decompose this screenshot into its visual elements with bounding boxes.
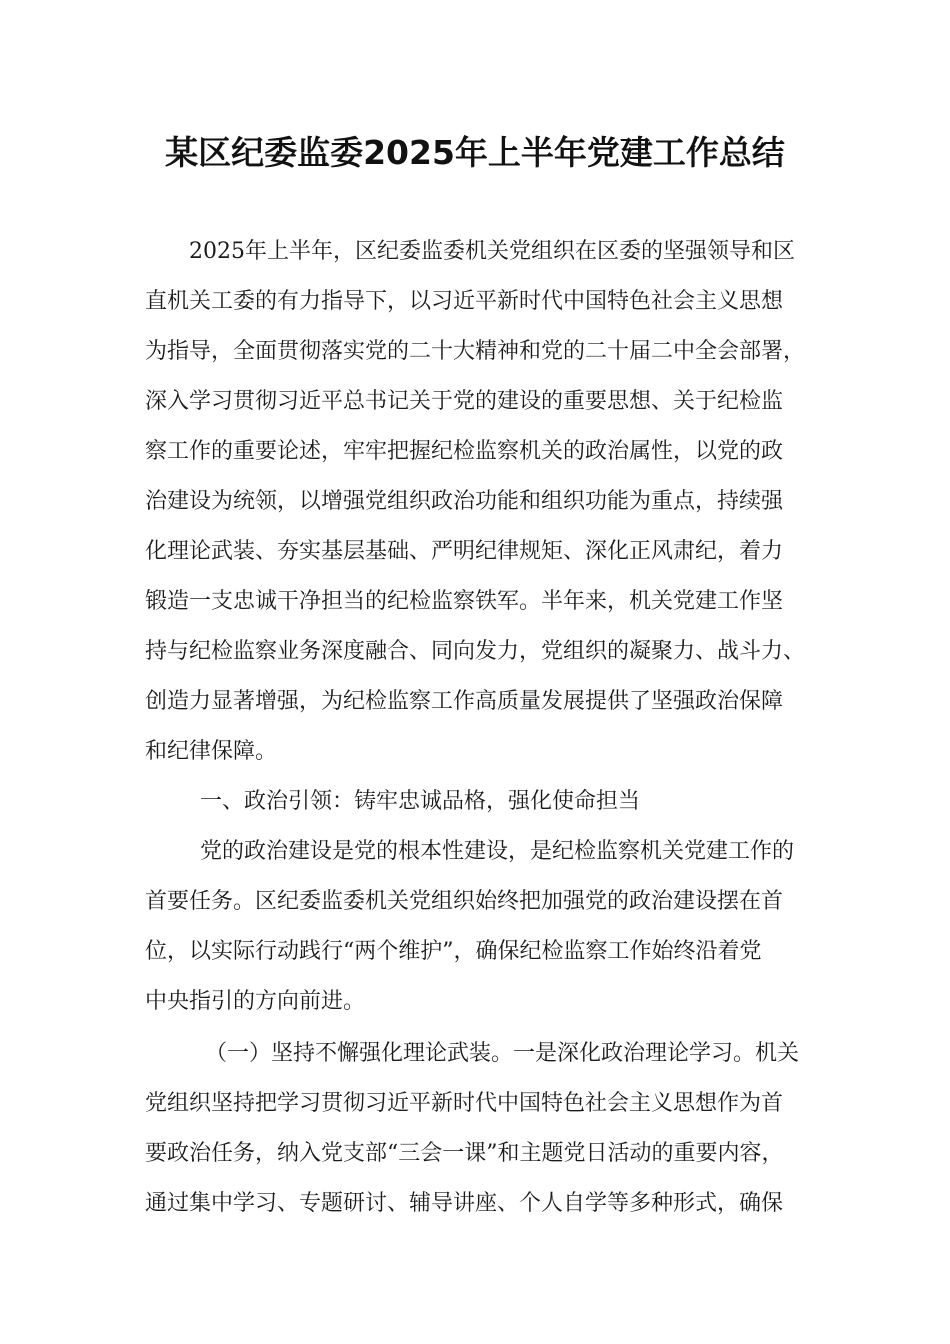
paragraph-line: 化理论武装、夯实基层基础、严明纪律规矩、深化正风肃纪，着力 [145, 539, 784, 564]
paragraph-line: 直机关工委的有力指导下，以习近平新时代中国特色社会主义思想 [145, 289, 784, 314]
paragraph-line: 党的政治建设是党的根本性建设，是纪检监察机关党建工作的 [200, 839, 795, 864]
paragraph-line: 首要任务。区纪委监委机关党组织始终把加强党的政治建设摆在首 [145, 889, 784, 914]
paragraph-line: 和纪律保障。 [145, 739, 278, 764]
paragraph-line: 2025年上半年，区纪委监委机关党组织在区委的坚强领导和区 [189, 239, 795, 264]
paragraph-line: 要政治任务，纳入党支部“三会一课”和主题党日活动的重要内容， [145, 1141, 784, 1166]
paragraph-line: 锻造一支忠诚干净担当的纪检监察铁军。半年来，机关党建工作坚 [145, 589, 784, 614]
paragraph-line: 中央指引的方向前进。 [145, 989, 366, 1014]
paragraph-line: 通过集中学习、专题研讨、辅导讲座、个人自学等多种形式，确保 [145, 1191, 784, 1216]
paragraph-line: 察工作的重要论述，牢牢把握纪检监察机关的政治属性，以党的政 [145, 439, 784, 464]
paragraph-line: 位，以实际行动践行“两个维护”，确保纪检监察工作始终沿着党 [145, 939, 762, 964]
document-title: 某区纪委监委2025年上半年党建工作总结 [165, 133, 785, 172]
paragraph-line: 创造力显著增强，为纪检监察工作高质量发展提供了坚强政治保障 [145, 689, 784, 714]
paragraph-line: 为指导，全面贯彻落实党的二十大精神和党的二十届二中全会部署， [145, 339, 806, 364]
paragraph-line: 治建设为统领，以增强党组织政治功能和组织功能为重点，持续强 [145, 489, 784, 514]
paragraph-line: 深入学习贯彻习近平总书记关于党的建设的重要思想、关于纪检监 [145, 389, 784, 414]
section-heading: 一、政治引领：铸牢忠诚品格，强化使命担当 [200, 789, 641, 814]
subsection-line: （一）坚持不懈强化理论武装。一是深化政治理论学习。机关 [205, 1041, 800, 1066]
paragraph-line: 党组织坚持把学习贯彻习近平新时代中国特色社会主义思想作为首 [145, 1091, 784, 1116]
paragraph-line: 持与纪检监察业务深度融合、同向发力，党组织的凝聚力、战斗力、 [145, 639, 806, 664]
